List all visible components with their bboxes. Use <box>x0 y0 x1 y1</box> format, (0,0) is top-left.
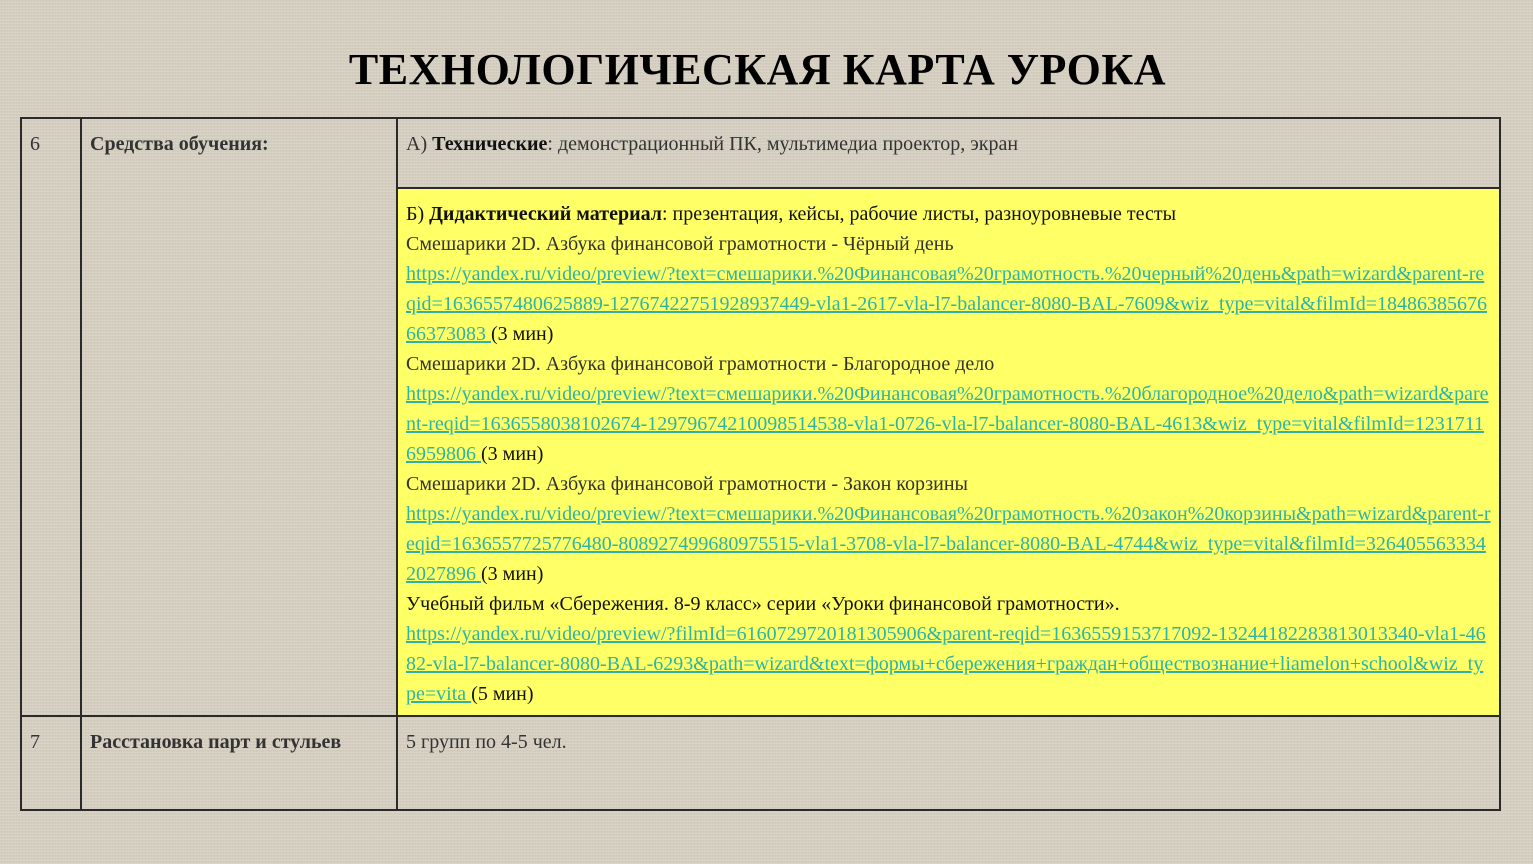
lesson-card-table <box>20 117 1501 811</box>
tech-heading: Технические <box>432 133 548 155</box>
video-link[interactable]: https://yandex.ru/video/preview/?text=смешарики.%20Финансовая%20грамотность.%20черный%20день&path=wizard&parent-reqid=1636557480625889-12767422751928937449-vla1-2617-vla-l7-balancer-8080-BAL-7609&wiz_type=vital&filmId=1848638567666373083 <box>406 263 1488 345</box>
didactic-line <box>406 199 1491 229</box>
video-item <box>406 229 1491 349</box>
row-label: Расстановка парт и стульев <box>81 716 397 810</box>
film-link[interactable]: https://yandex.ru/video/preview/?filmId=6160729720181305906&parent-reqid=1636559153717092-13244182283813013340-vla1-4682-vla-l7-balancer-8080-BAL-6293&path=wizard&text=формы+сбережения+граждан+обществознание+liamelon+school&wiz_type=vita <box>406 623 1486 705</box>
film-title: Учебный фильм «Сбережения. 8-9 класс» серии «Уроки финансовой грамотности». <box>406 593 1120 615</box>
film-duration: (5 мин) <box>471 683 534 705</box>
row-number: 6 <box>21 118 81 716</box>
video-link[interactable]: https://yandex.ru/video/preview/?text=смешарики.%20Финансовая%20грамотность.%20закон%20корзины&path=wizard&parent-reqid=1636557725776480-808927499680975515-vla1-3708-vla-l7-balancer-8080-BAL-4744&wiz_type=vital&filmId=3264055633342027896 <box>406 503 1491 585</box>
seating-cell: 5 групп по 4-5 чел. <box>397 716 1500 810</box>
film-item <box>406 589 1491 709</box>
tech-prefix: А) <box>406 133 433 155</box>
table-row <box>21 118 1500 188</box>
table-row <box>21 716 1500 810</box>
row-label: Средства обучения: <box>81 118 397 716</box>
video-item <box>406 349 1491 469</box>
didactic-text: : презентация, кейсы, рабочие листы, разноуровневые тесты <box>662 203 1177 225</box>
page-title: ТЕХНОЛОГИЧЕСКАЯ КАРТА УРОКА <box>348 45 1167 94</box>
video-title: Смешарики 2D. Азбука финансовой грамотности - Закон корзины <box>406 473 968 495</box>
row-number: 7 <box>21 716 81 810</box>
didactic-prefix: Б) <box>406 203 430 225</box>
video-duration: (3 мин) <box>491 323 554 345</box>
video-title: Смешарики 2D. Азбука финансовой грамотности - Благородное дело <box>406 353 995 375</box>
didactic-material-cell <box>397 188 1500 716</box>
didactic-heading: Дидактический материал <box>429 203 662 225</box>
tech-text: : демонстрационный ПК, мультимедиа проектор, экран <box>547 133 1019 155</box>
video-item <box>406 469 1491 589</box>
video-link[interactable]: https://yandex.ru/video/preview/?text=смешарики.%20Финансовая%20грамотность.%20благородное%20дело&path=wizard&parent-reqid=1636558038102674-12979674210098514538-vla1-0726-vla-l7-balancer-8080-BAL-4613&wiz_type=vital&filmId=12317116959806 <box>406 383 1489 465</box>
video-duration: (3 мин) <box>481 563 544 585</box>
technical-means-cell <box>397 118 1500 188</box>
video-title: Смешарики 2D. Азбука финансовой грамотности - Чёрный день <box>406 233 954 255</box>
video-duration: (3 мин) <box>481 443 544 465</box>
